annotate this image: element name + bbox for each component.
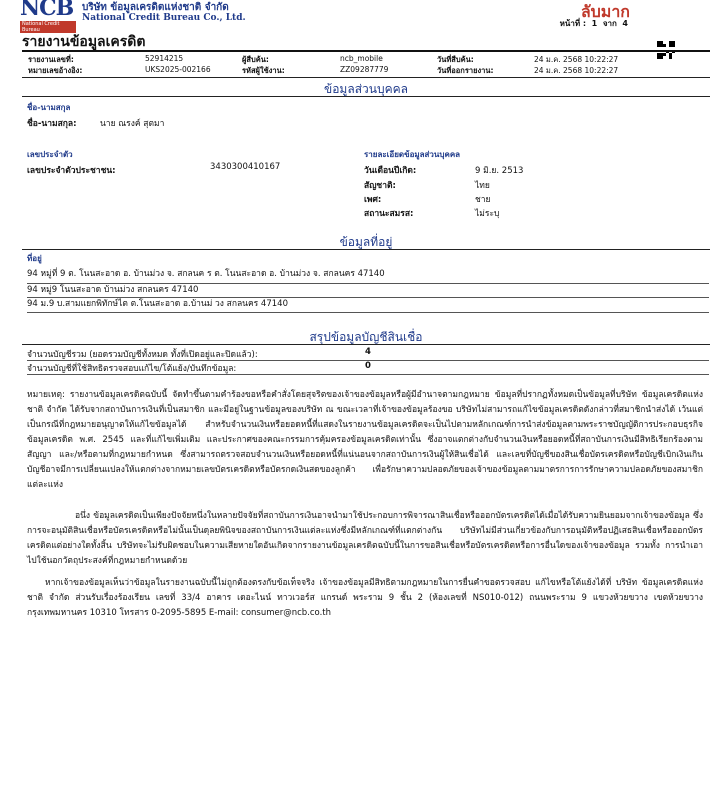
page-indicator <box>560 17 628 30</box>
personal-divider <box>22 96 710 97</box>
page-label: หน้าที่ : <box>559 19 587 28</box>
id-group-label: เลขประจำตัว <box>27 150 73 159</box>
address-divider <box>22 249 710 250</box>
report-no-value: 52914215 <box>145 54 184 63</box>
title-divider <box>22 50 710 52</box>
name-group-label: ชื่อ-นามสกุล <box>27 103 71 112</box>
address-section-title: ข้อมูลที่อยู่ <box>339 235 393 249</box>
personal-section-title: ข้อมูลส่วนบุคคล <box>324 82 408 96</box>
company-name-english: National Credit Bureau Co., Ltd. <box>82 13 246 23</box>
ncb-logo <box>20 0 76 33</box>
dob-label: วันเดือนปีเกิด: <box>364 166 417 176</box>
disclaimer-paragraph: อนึ่ง ข้อมูลเครดิตเป็นเพียงปัจจัยหนึ่งในหลายปัจจัยที่สถาบันการเงินอาจนำมาใช้ประกอบการพิจารณาสินเชื่อหรือออกบัตรเครดิตได้เมื่อได้รับความยินยอมจากเจ้าของข้อมูล ซึ่งการจะอนุมัติสินเชื่อหรือบัตรเครดิตหรือไม่นั้นเป็นดุลยพินิจของสถาบันการเงินแต่ละแห่งซึ่งมีหลักเกณฑ์ที่แตกต่างกัน บริษัทไม่มีส่วนเกี่ยวข้องกับการอนุมัติหรือปฏิเสธสินเชื่อหรือออกบัตรเครดิตแต่อย่างใดทั้งสิ้น บริษัทจะไม่รับผิดชอบในความเสียหายใดอันเกิดจากรายงานข้อมูลเครดิตฉบับนี้ในการขอสินเชื่อหรือบัตรเครดิตหรือการอื่นใดของเจ้าของข้อมูล รวมทั้ง การนำเอาไปใช้นอกวัตถุประสงค์ที่กฎหมายกำหนดด้วย <box>27 511 703 566</box>
summary-row-label: จำนวนบัญชีที่ใช้สิทธิตรวจสอบแก้ไข/โต้แย้ง/บันทึกข้อมูล: <box>27 364 237 374</box>
summary-row-divider <box>27 374 709 375</box>
marital-label: สถานะสมรส: <box>364 209 414 219</box>
inquiry-date-label: วันที่สืบค้น: <box>437 55 474 64</box>
page-of: จาก <box>602 19 617 28</box>
address-line: 94 ม.9 บ.สามแยกพิทักษ์ไต ต.โนนสะอาด อ.บ้านม่ วง สกลนคร 47140 <box>27 299 288 309</box>
user-label: ผู้สืบค้น: <box>242 55 269 64</box>
summary-row-label: จำนวนบัญชีรวม (ยอดรวมบัญชีทั้งหมด ทั้งที่เปิดอยู่และปิดแล้ว): <box>27 350 258 360</box>
logo-text: NCB <box>20 0 74 21</box>
ref-label: หมายเลขอ้างอิง: <box>28 66 83 75</box>
ref-value: UKS2025-002166 <box>145 65 211 74</box>
summary-section-title: สรุปข้อมูลบัญชีสินเชื่อ <box>309 330 423 344</box>
address-line: 94 หมู่9 โนนสะอาด บ้านม่วง สกลนคร 47140 <box>27 285 199 295</box>
member-label: รหัสผู้ใช้งาน: <box>242 66 285 75</box>
id-value: 3430300410167 <box>210 162 281 172</box>
dispute-paragraph: หากเจ้าของข้อมูลเห็นว่าข้อมูลในรายงานฉบับนี้ไม่ถูกต้องตรงกับข้อเท็จจริง เจ้าของข้อมูลมีสิทธิตามกฎหมายในการยื่นคำขอตรวจสอบ แก้ไขหรือโต้แย้งได้ที่ บริษัท ข้อมูลเครดิตแห่งชาติ จำกัด ส่วนรับเรื่องร้องเรียน เลขที่ 33/4 อาคาร เดอะไนน์ ทาวเวอร์ส แกรนด์ พระราม 9 ชั้น 2 (ห้องเลขที่ NS010-012) ถนนพระราม 9 แขวงห้วยขวาง เขตห้วยขวาง กรุงเทพมหานคร 10310 โทรสาร 0-2095-5895 E-mail: consumer@ncb.co.th <box>27 578 703 618</box>
name-value: นาย ณรงค์ สุตมา <box>100 119 165 129</box>
user-value: ncb_mobile <box>340 54 383 63</box>
gender-value: ชาย <box>475 195 491 205</box>
company-name-thai: บริษัท ข้อมูลเครดิตแห่งชาติ จำกัด <box>82 2 229 13</box>
id-label: เลขประจำตัวประชาชน: <box>27 166 116 176</box>
dob-value: 9 มิ.ย. 2513 <box>475 166 524 176</box>
nationality-label: สัญชาติ: <box>364 181 396 191</box>
name-label: ชื่อ-นามสกุล: <box>27 119 77 129</box>
address-line: 94 หมู่ที่ 9 ต. โนนสะอาด อ. บ้านม่วง จ. สกลนค ร ต. โนนสะอาด อ. บ้านม่วง จ. สกลนคร 47140 <box>27 269 385 279</box>
marital-value: ไม่ระบุ <box>475 209 500 219</box>
page-total: 4 <box>622 19 628 28</box>
report-no-label: รายงานเลขที่: <box>28 55 74 64</box>
gender-label: เพศ: <box>364 195 382 205</box>
report-date-label: วันที่ออกรายงาน: <box>437 66 494 75</box>
page-number: 1 <box>591 19 598 28</box>
address-group-label: ที่อยู่ <box>27 254 42 263</box>
detail-group-label: รายละเอียดข้อมูลส่วนบุคคล <box>364 150 461 159</box>
confidential-label: ลับมาก <box>580 2 630 21</box>
nationality-value: ไทย <box>475 181 490 191</box>
inquiry-date-value: 24 ม.ค. 2568 10:22:27 <box>534 55 619 64</box>
report-title: รายงานข้อมูลเครดิต <box>22 34 146 50</box>
address-row-divider <box>27 312 709 313</box>
summary-row-value: 4 <box>365 347 371 357</box>
report-date-value: 24 ม.ค. 2568 10:22:27 <box>534 66 619 75</box>
disclaimer-paragraph: หมายเหตุ: รายงานข้อมูลเครดิตฉบับนี้ จัดทำขึ้นตามคำร้องขอหรือคำสั่งโดยสุจริตของเจ้าของข้อมูลหรือผู้มีอำนาจตามกฎหมาย ข้อมูลที่ปรากฏทั้งหมดเป็นข้อมูลที่บริษัท ข้อมูลเครดิตแห่งชาติ จำกัด ได้รับจากสถาบันการเงินที่เป็นสมาชิก และมีอยู่ในฐานข้อมูลของบริษัท ณ ขณะเวลาที่เจ้าของข้อมูลร้องขอ บริษัทไม่สามารถแก้ไขข้อมูลเครดิตดังกล่าวที่สมาชิกนำส่งได้ เว้นแต่เป็นกรณีที่กฎหมายอนุญาตให้แก้ไขข้อมูลได้ สำหรับจำนวนเงินหรือยอดหนี้ที่แสดงในรายงานข้อมูลเครดิตจะเป็นไปตามหลักเกณฑ์การนำส่งข้อมูลตามพระราชบัญญัติการประกอบธุรกิจข้อมูลเครดิต พ.ศ. 2545 และที่แก้ไขเพิ่มเติม และประกาศของคณะกรรมการคุ้มครองข้อมูลเครดิตเท่านั้น ซึ่งอาจแตกต่างกับจำนวนเงินหรือยอดหนี้ที่สถาบันการเงินมีสิทธิเรียกร้องตามสัญญา และ/หรือตามที่กฎหมายกำหนด ซึ่งสามารถตรวจสอบจำนวนเงินหรือยอดหนี้ที่แน่นอนจากสถาบันการเงินผู้ให้สินเชื่อได้ และเลขที่บัญชีของสินเชื่อบัตรเครดิตหรือบัญชีเบิกเงินเกินบัญชีอาจมีการเปลี่ยนแปลงให้แตกต่างจากหมายเลขบัตรเครดิตหรือบัตรกดเงินสดของลูกค้า เพื่อรักษาความปลอดภัยของเจ้าของข้อมูลตามมาตรการการรักษาความปลอดภัยของสมาชิกแต่ละแห่ง <box>27 390 703 490</box>
summary-row-value: 0 <box>365 361 371 371</box>
summary-divider <box>22 344 710 345</box>
logo-subtitle: National Credit Bureau <box>20 21 76 33</box>
meta-divider <box>22 77 710 78</box>
member-value: ZZ09287779 <box>340 65 389 74</box>
